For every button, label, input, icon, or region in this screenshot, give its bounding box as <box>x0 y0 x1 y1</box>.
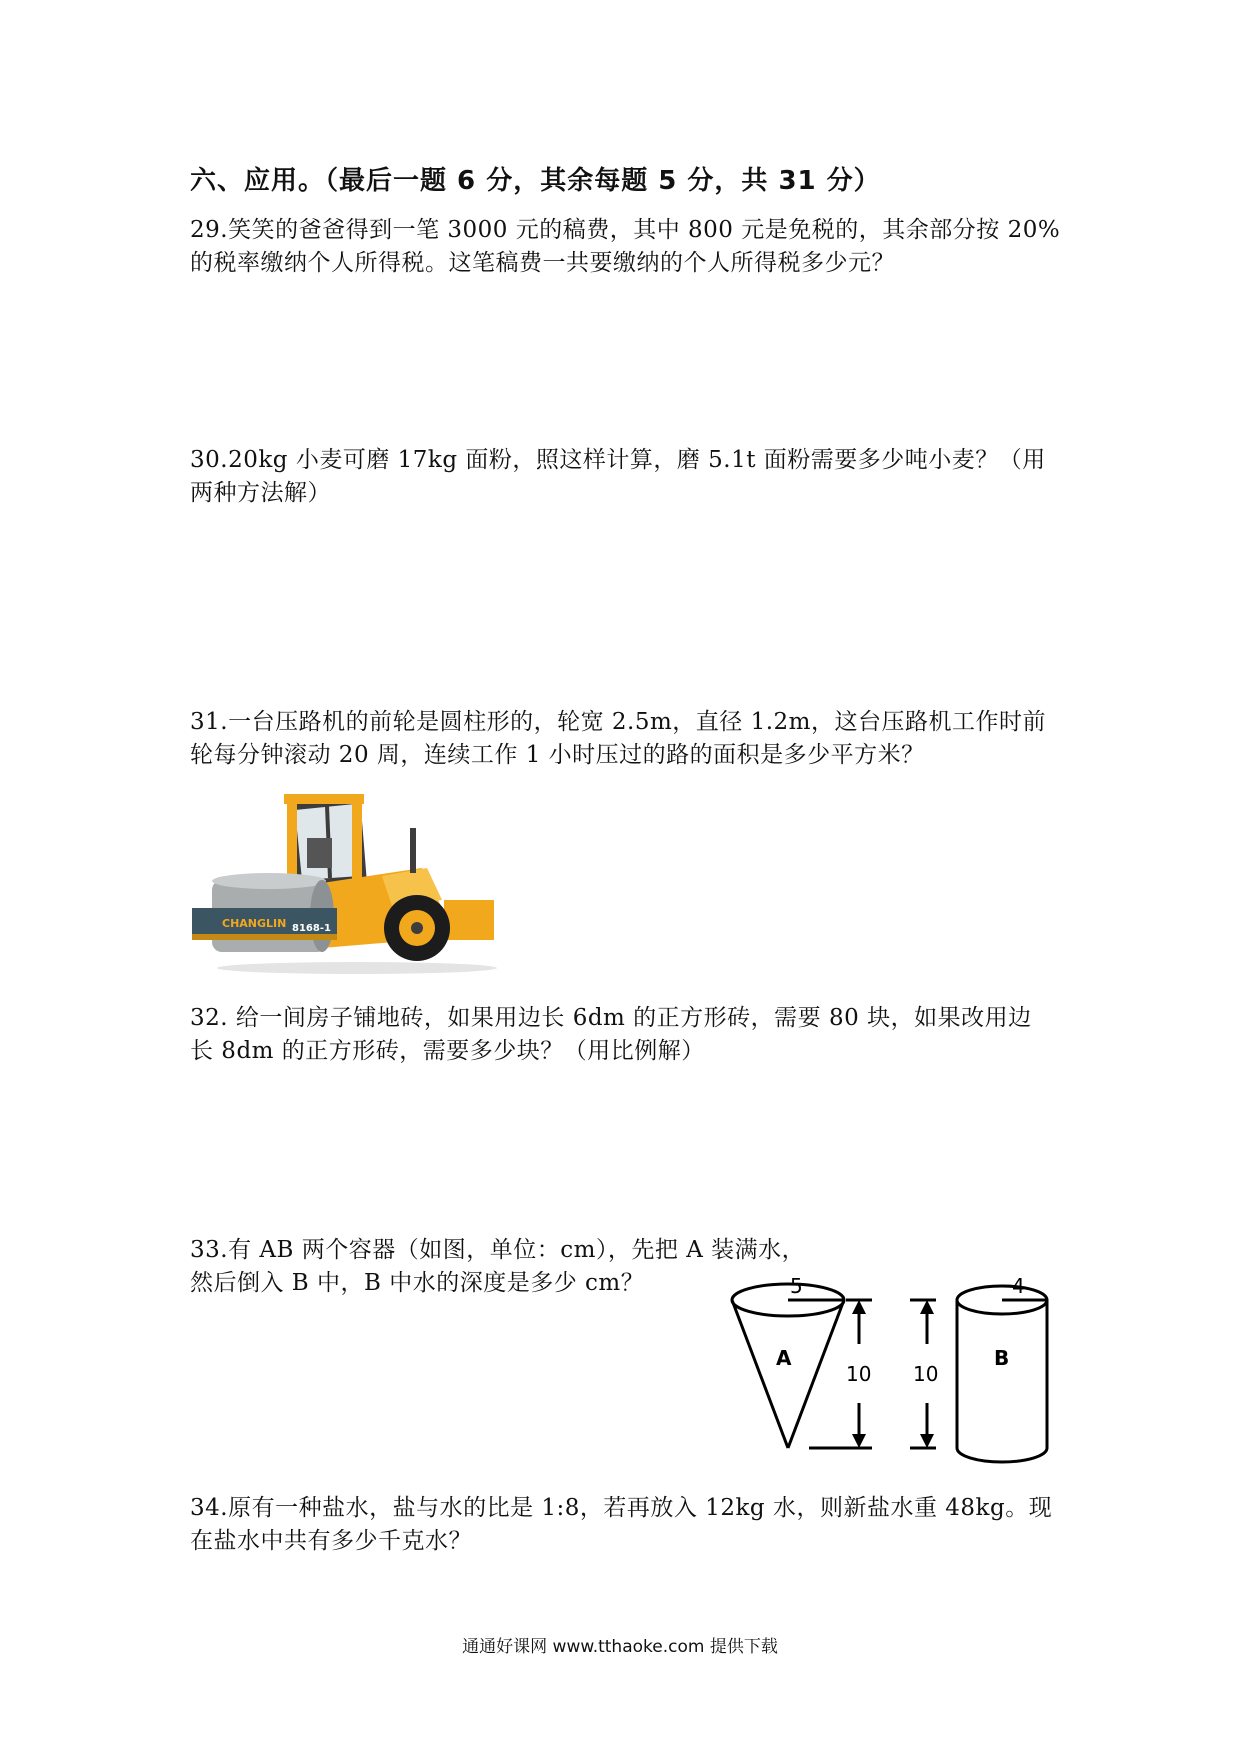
question-34-line-2: 在盐水中共有多少千克水？ <box>190 1528 472 1554</box>
cone-radius-label: 5 <box>790 1278 803 1298</box>
question-33-line-2: 然后倒入 B 中，B 中水的深度是多少 cm？ <box>190 1270 645 1296</box>
question-34 <box>190 1492 1070 1558</box>
question-32 <box>190 1002 1070 1068</box>
road-roller-illustration <box>192 788 502 978</box>
cone-height-label: 10 <box>846 1362 872 1386</box>
question-32-line-2: 长 8dm 的正方形砖，需要多少块？（用比例解） <box>190 1038 705 1064</box>
roller-model-text: 8168-1 <box>292 923 331 934</box>
question-30 <box>190 444 1070 510</box>
cone-a <box>732 1278 844 1448</box>
roller-exhaust <box>410 828 416 873</box>
question-31-line-1: 31.一台压路机的前轮是圆柱形的，轮宽 2.5m，直径 1.2m，这台压路机工作时前 <box>190 709 1046 735</box>
question-30-line-1: 30.20kg 小麦可磨 17kg 面粉，照这样计算，磨 5.1t 面粉需要多少吨小麦？（用 <box>190 447 1046 473</box>
question-32-line-1: 32. 给一间房子铺地砖，如果用边长 6dm 的正方形砖，需要 80 块，如果改用边 <box>190 1005 1032 1031</box>
cylinder-radius-label: 4 <box>1012 1278 1025 1298</box>
question-31-line-2: 轮每分钟滚动 20 周，连续工作 1 小时压过的路的面积是多少平方米？ <box>190 742 925 768</box>
question-29 <box>190 214 1070 280</box>
question-30-line-2: 两种方法解） <box>190 480 331 506</box>
cylinder-b <box>957 1278 1047 1462</box>
containers-diagram <box>720 1278 1070 1474</box>
question-29-line-2: 的税率缴纳个人所得税。这笔稿费一共要缴纳的个人所得税多少元？ <box>190 250 895 276</box>
cone-height-marker <box>809 1300 872 1448</box>
question-34-line-1: 34.原有一种盐水，盐与水的比是 1:8，若再放入 12kg 水，则新盐水重 48kg。现 <box>190 1495 1053 1521</box>
cylinder-height-marker <box>910 1300 938 1448</box>
section-heading: 六、应用。（最后一题 6 分，其余每题 5 分，共 31 分） <box>190 166 881 196</box>
roller-shadow <box>217 962 497 974</box>
question-31 <box>190 706 1070 772</box>
cone-label: A <box>776 1346 792 1370</box>
question-29-line-1: 29.笑笑的爸爸得到一笔 3000 元的稿费，其中 800 元是免税的，其余部分按 20% <box>190 217 1061 243</box>
cylinder-label: B <box>994 1346 1010 1370</box>
footer-text: 通通好课网 www.tthaoke.com 提供下载 <box>462 1637 778 1657</box>
question-33-line-1: 33.有 AB 两个容器（如图，单位：cm），先把 A 装满水， <box>190 1237 806 1263</box>
roller-brand-text: CHANGLIN <box>222 917 287 930</box>
cylinder-height-label: 10 <box>913 1362 939 1386</box>
roller-cab <box>284 794 367 888</box>
